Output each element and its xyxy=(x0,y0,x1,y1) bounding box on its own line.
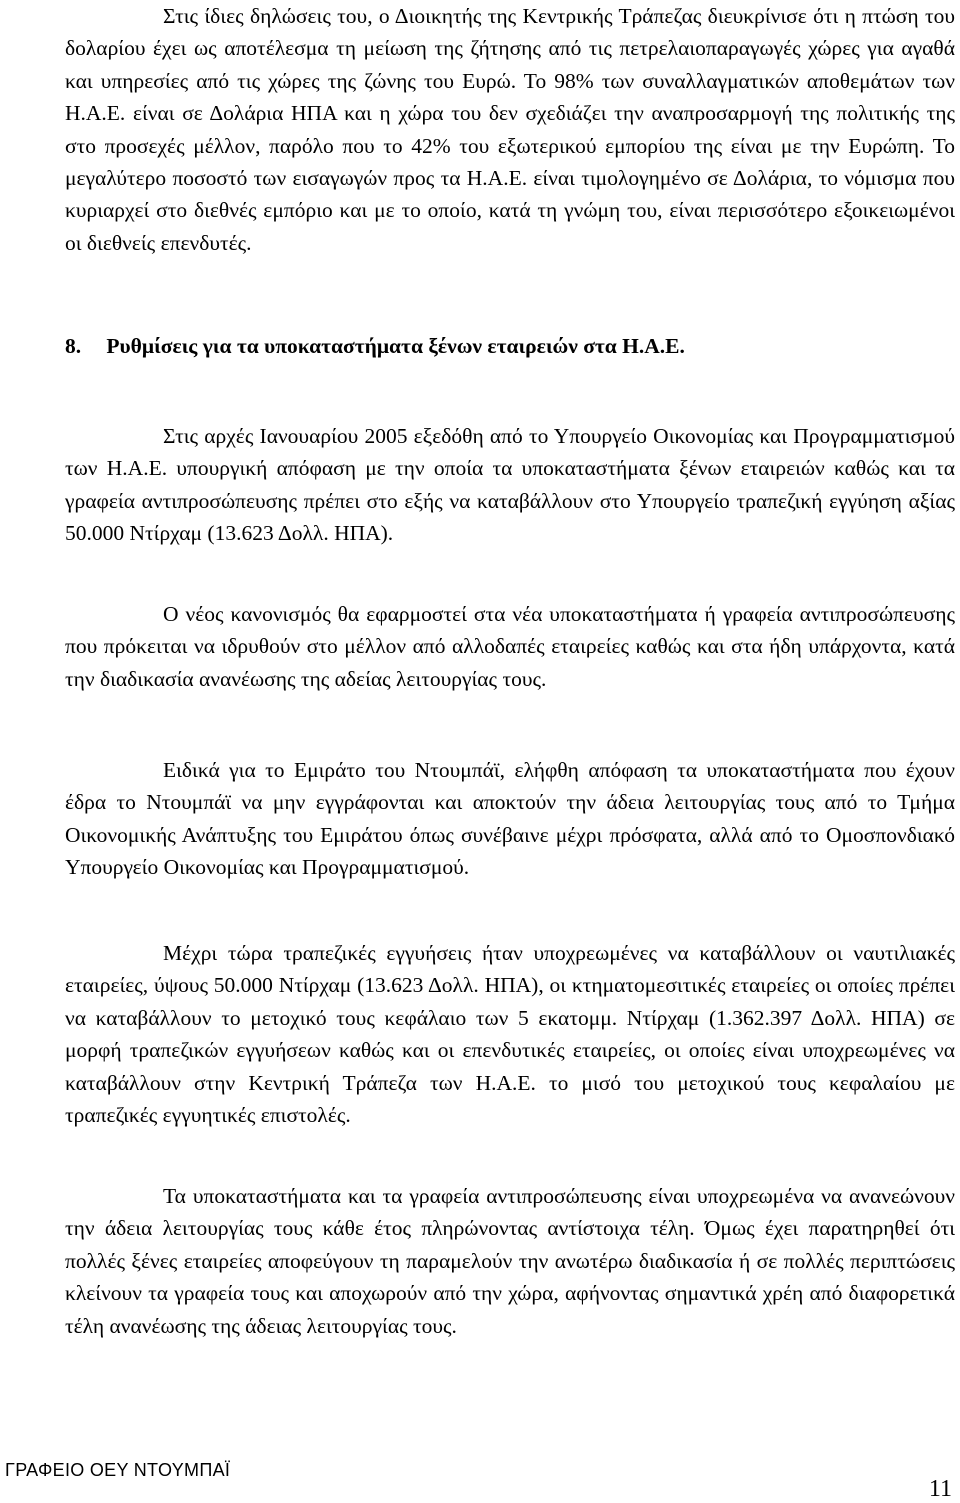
paragraph-license-renewal: Τα υποκαταστήματα και τα γραφεία αντιπροσώπευσης είναι υποχρεωμένα να ανανεώνουν την άδεια λειτουργίας τους κάθε έτος πληρώνοντας αντίστοιχα τέλη. Όμως έχει παρατηρηθεί ότι πολλές ξένες εταιρείες αποφεύγουν τη παραμελούν την ανωτέρω διαδικασία ή σε πολλές περιπτώσεις κλείνουν τα γραφεία τους και αποχωρούν από την χώρα, αφήνοντας σημαντικά χρέη από διαφορετικά τέλη ανανέωσης της άδειας λειτουργίας τους. xyxy=(65,1184,955,1338)
paragraph-ministerial-decision: Στις αρχές Ιανουαρίου 2005 εξεδόθη από το Υπουργείο Οικονομίας και Προγραμματισμού των Η.Α.Ε. υπουργική απόφαση με την οποία τα υποκαταστήματα ξένων εταιρειών καθώς και τα γραφεία αντιπροσώπευσης πρέπει στο εξής να καταβάλλουν στο Υπουργείο τραπεζική εγγύηση αξίας 50.000 Ντίρχαμ (13.623 Δολλ. ΗΠΑ). xyxy=(65,424,955,546)
paragraph-new-regulation: Ο νέος κανονισμός θα εφαρμοστεί στα νέα υποκαταστήματα ή γραφεία αντιπροσώπευσης που πρόκειται να ιδρυθούν στο μέλλον από αλλοδαπές εταιρείες καθώς και στα ήδη υπάρχοντα, κατά την διαδικασία ανανέωσης της αδείας λειτουργίας τους. xyxy=(65,602,955,691)
page-footer xyxy=(0,1452,960,1502)
section-number: 8. xyxy=(65,334,82,358)
footer-office-name: ΓΡΑΦΕΙΟ ΟΕΥ ΝΤΟΥΜΠΑΪ xyxy=(5,1460,231,1480)
section-heading xyxy=(65,330,955,362)
paragraph-central-bank-dollar: Στις ίδιες δηλώσεις του, ο Διοικητής της Κεντρικής Τράπεζας διευκρίνισε ότι η πτώση του δολαρίου έχει ως αποτέλεσμα τη μείωση της ζήτησης από τις πετρελαιοπαραγωγές χώρες για αγαθά και υπηρεσίες από τις χώρες της ζώνης του Ευρώ. Το 98% των συναλλαγματικών αποθεμάτων των Η.Α.Ε. είναι σε Δολάρια ΗΠΑ και η χώρα του δεν σχεδιάζει την αναπροσαρμογή της πολιτικής της στο προσεχές μέλλον, παρόλο που το 42% του εξωτερικού εμπορίου της είναι με την Ευρώπη. Το μεγαλύτερο ποσοστό των εισαγωγών προς τα Η.Α.Ε. είναι τιμολογημένο σε Δολάρια, το νόμισμα που κυριαρχεί στο διεθνές εμπόριο και με το οποίο, κατά τη γνώμη του, είναι περισσότερο εξοικειωμένοι οι διεθνείς επενδυτές. xyxy=(65,4,955,255)
paragraph-bank-guarantees: Μέχρι τώρα τραπεζικές εγγυήσεις ήταν υποχρεωμένες να καταβάλλουν οι ναυτιλιακές εταιρείες, ύψους 50.000 Ντίρχαμ (13.623 Δολλ. ΗΠΑ), οι κτηματομεσιτικές εταιρείες οι οποίες πρέπει να καταβάλλουν το μετοχικό τους κεφάλαιο των 5 εκατομμ. Ντίρχαμ (1.362.397 Δολλ. ΗΠΑ) σε μορφή τραπεζικών εγγυήσεων καθώς και οι επενδυτικές εταιρείες, οι οποίες είναι υποχρεωμένες να καταβάλλουν στην Κεντρική Τράπεζα των Η.Α.Ε. το μισό του μετοχικού τους κεφαλαίου με τραπεζικές εγγυητικές επιστολές. xyxy=(65,941,955,1128)
section-title: Ρυθμίσεις για τα υποκαταστήματα ξένων εταιρειών στα Η.Α.Ε. xyxy=(106,334,685,358)
page-number: 11 xyxy=(928,1476,952,1502)
paragraph-dubai-emirate: Ειδικά για το Εμιράτο του Ντουμπάϊ, ελήφθη απόφαση τα υποκαταστήματα που έχουν έδρα το Ντουμπάϊ να μην εγγράφονται και αποκτούν την άδεια λειτουργίας τους από το Τμήμα Οικονομικής Ανάπτυξης του Εμιράτου όπως συνέβαινε μέχρι πρόσφατα, αλλά από το Ομοσπονδιακό Υπουργείο Οικονομίας και Προγραμματισμού. xyxy=(65,758,955,880)
